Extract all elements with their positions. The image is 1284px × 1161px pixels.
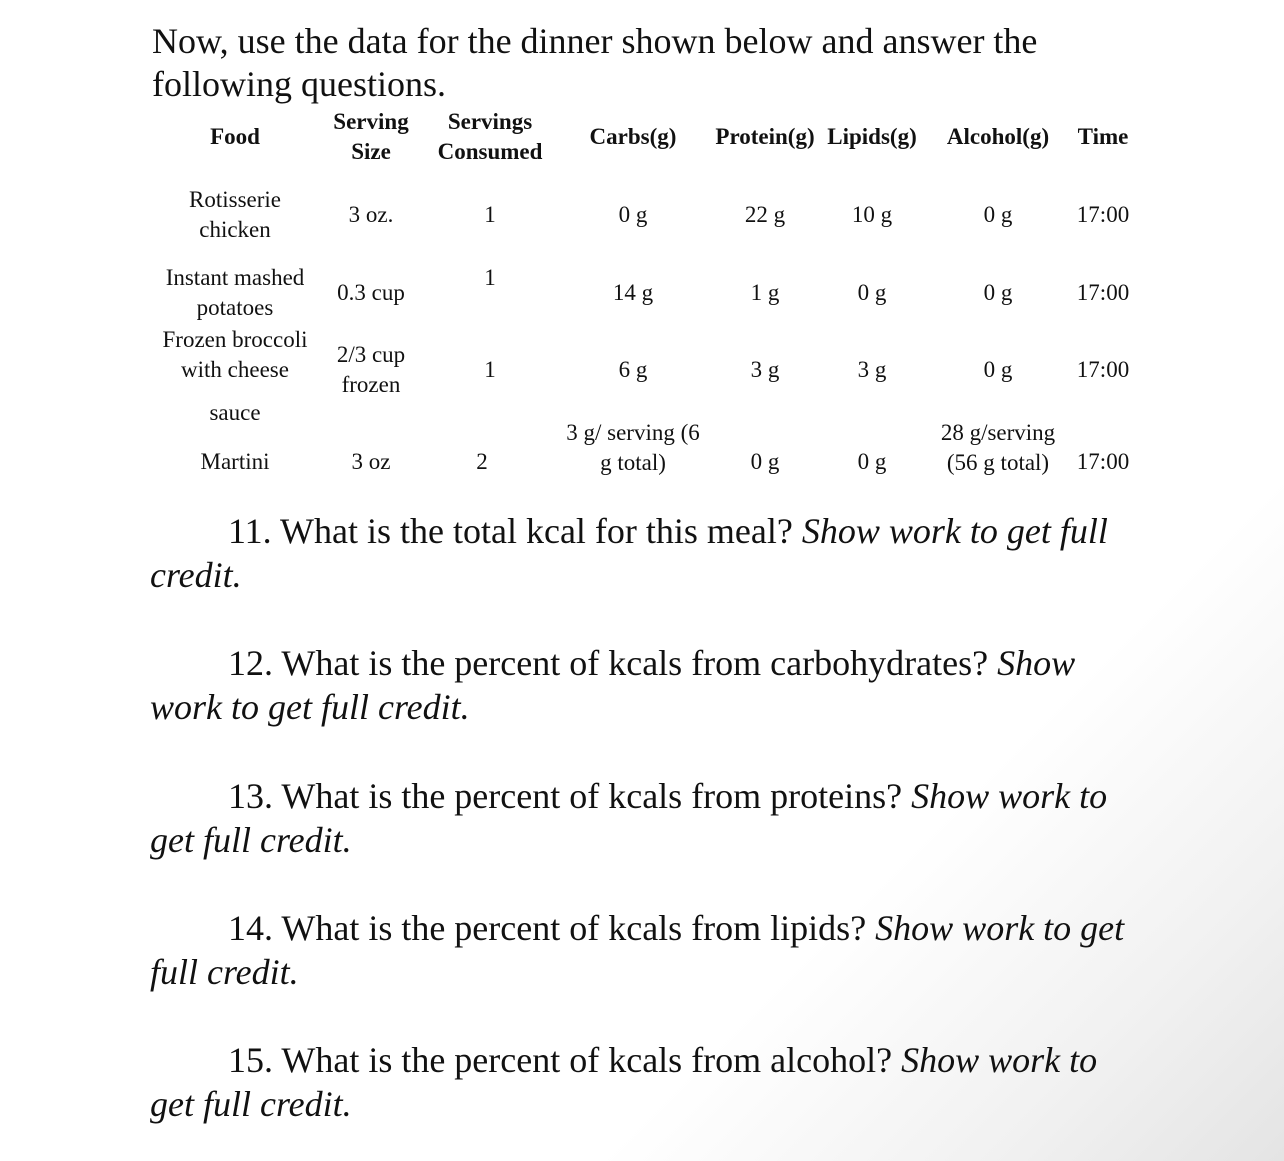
table-row-lipids: 0 g bbox=[857, 280, 887, 305]
food-line: Instant mashed bbox=[165, 265, 305, 290]
question-text: What is the percent of kcals from alcohol? bbox=[281, 1040, 893, 1080]
header-servings-consumed-line: Servings bbox=[447, 109, 533, 134]
alcohol-line: 28 g/serving bbox=[940, 420, 1056, 445]
table-row-lipids: 0 g bbox=[857, 449, 887, 474]
table-row-time: 17:00 bbox=[1076, 357, 1130, 382]
header-alcohol: Alcohol(g) bbox=[946, 124, 1050, 149]
table-row-protein: 0 g bbox=[750, 449, 780, 474]
alcohol-line: (56 g total) bbox=[946, 450, 1050, 475]
table-row-alcohol bbox=[941, 418, 1055, 478]
table-row-protein: 1 g bbox=[750, 280, 780, 305]
table-row-food bbox=[166, 263, 305, 323]
question-instruction: Show work to get full credit. bbox=[150, 643, 1076, 727]
header-protein: Protein(g) bbox=[715, 124, 815, 149]
header-serving-size-line: Serving bbox=[333, 109, 409, 134]
table-row-serving-size: 3 oz bbox=[351, 449, 391, 474]
question-13 bbox=[150, 774, 1140, 862]
food-line: sauce bbox=[209, 400, 261, 425]
table-row-food: Martini bbox=[200, 449, 270, 474]
serving-size-line: frozen bbox=[341, 372, 401, 397]
header-time: Time bbox=[1077, 124, 1129, 149]
table-row-protein: 22 g bbox=[744, 202, 786, 227]
question-instruction: Show work to get full credit. bbox=[150, 511, 1108, 595]
table-row-servings-consumed: 1 bbox=[484, 357, 496, 382]
question-instruction: Show work to get full credit. bbox=[150, 776, 1108, 860]
question-number: 13. bbox=[228, 776, 273, 816]
table-row-carbs: 14 g bbox=[612, 280, 654, 305]
table-row-carbs: 0 g bbox=[618, 202, 648, 227]
table-row-carbs: 6 g bbox=[618, 357, 648, 382]
table-row-time: 17:00 bbox=[1076, 202, 1130, 227]
table-row-time: 17:00 bbox=[1076, 280, 1130, 305]
table-row-lipids: 3 g bbox=[857, 357, 887, 382]
food-line: with cheese bbox=[181, 357, 289, 382]
question-text: What is the total kcal for this meal? bbox=[280, 511, 793, 551]
header-servings-consumed-line: Consumed bbox=[437, 139, 543, 164]
header-serving-size bbox=[333, 107, 408, 167]
header-carbs: Carbs(g) bbox=[589, 124, 677, 149]
food-line: Frozen broccoli bbox=[162, 327, 308, 352]
carbs-line: g total) bbox=[600, 450, 666, 475]
table-row-serving-size: 0.3 cup bbox=[337, 280, 405, 305]
table-row-food bbox=[163, 325, 308, 428]
table-row-serving-size bbox=[337, 340, 405, 400]
carbs-line: 3 g/ serving (6 bbox=[566, 420, 700, 445]
table-row-protein: 3 g bbox=[750, 357, 780, 382]
question-text: What is the percent of kcals from lipids? bbox=[281, 908, 867, 948]
question-14 bbox=[150, 906, 1140, 994]
table-row-alcohol: 0 g bbox=[983, 202, 1013, 227]
table-row-food bbox=[189, 185, 281, 245]
table-row-servings-consumed: 1 bbox=[484, 265, 496, 290]
food-line: potatoes bbox=[196, 295, 274, 320]
header-lipids: Lipids(g) bbox=[827, 124, 917, 149]
question-text: What is the percent of kcals from proteins? bbox=[281, 776, 903, 816]
question-15 bbox=[150, 1038, 1140, 1126]
intro-paragraph: Now, use the data for the dinner shown below and answer the following questions. bbox=[152, 21, 1038, 104]
question-instruction: Show work to get full credit. bbox=[150, 908, 1125, 992]
table-row-servings-consumed: 2 bbox=[476, 449, 488, 474]
question-number: 12. bbox=[228, 643, 273, 683]
table-row-alcohol: 0 g bbox=[983, 357, 1013, 382]
question-number: 14. bbox=[228, 908, 273, 948]
question-instruction: Show work to get full credit. bbox=[150, 1040, 1098, 1124]
serving-size-line: 2/3 cup bbox=[336, 342, 406, 367]
question-number: 11. bbox=[228, 511, 272, 551]
question-number: 15. bbox=[228, 1040, 273, 1080]
food-line: Rotisserie bbox=[189, 187, 281, 212]
table-row-servings-consumed: 1 bbox=[484, 202, 496, 227]
food-line: chicken bbox=[199, 217, 271, 242]
table-row-serving-size: 3 oz. bbox=[348, 202, 394, 227]
table-row-carbs bbox=[566, 418, 700, 478]
question-11 bbox=[150, 509, 1140, 597]
header-servings-consumed bbox=[438, 107, 543, 167]
table-row-alcohol: 0 g bbox=[983, 280, 1013, 305]
question-text: What is the percent of kcals from carbohydrates? bbox=[281, 643, 989, 683]
header-food: Food bbox=[210, 124, 260, 149]
header-serving-size-line: Size bbox=[351, 139, 391, 164]
question-12 bbox=[150, 641, 1140, 729]
table-row-lipids: 10 g bbox=[851, 202, 893, 227]
table-row-time: 17:00 bbox=[1076, 449, 1130, 474]
